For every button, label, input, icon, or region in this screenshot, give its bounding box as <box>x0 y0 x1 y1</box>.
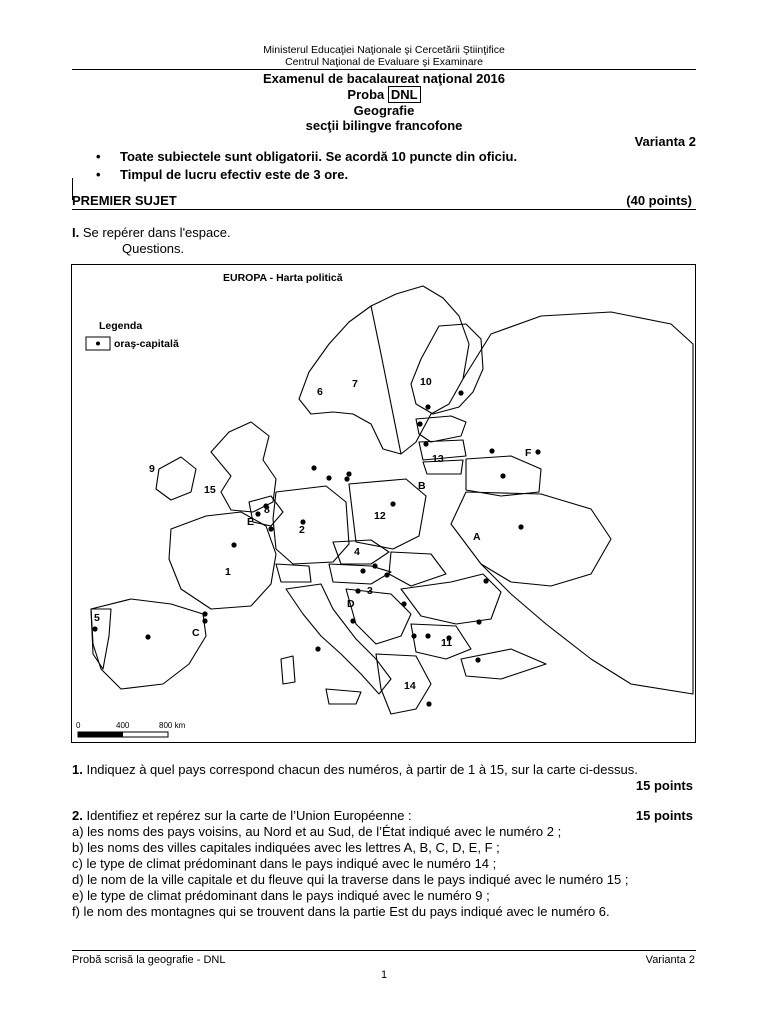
instruction-item: • Timpul de lucru efectiv este de 3 ore. <box>90 166 690 184</box>
premier-sujet-title: PREMIER SUJET <box>72 193 177 208</box>
map-letter-F: F <box>525 447 532 459</box>
capital-dot <box>390 501 395 506</box>
scale-label-800: 800 km <box>159 721 186 730</box>
q2-item: f) le nom des montagnes qui se trouvent dans la partie Est du pays indiqué avec le numéro 6. <box>72 904 610 919</box>
capital-dot <box>518 524 523 529</box>
capital-dot <box>483 578 488 583</box>
question-2 <box>72 808 412 824</box>
capital-dot <box>92 626 97 631</box>
capital-dot <box>425 633 430 638</box>
footer-rule <box>72 950 696 951</box>
capital-dot <box>231 542 236 547</box>
footer-right: Varianta 2 <box>645 954 695 966</box>
map-label-2: 2 <box>299 524 305 536</box>
instruction-list <box>90 148 690 184</box>
question-1 <box>72 762 697 778</box>
capital-dot <box>344 476 349 481</box>
map-label-11: 11 <box>441 637 453 649</box>
capital-dot <box>426 701 431 706</box>
q2-item: e) le type de climat prédominant dans le pays indiqué avec le numéro 9 ; <box>72 888 490 903</box>
legend-title: Legenda <box>99 320 143 332</box>
subject-title: Geografie <box>353 103 415 118</box>
map-label-4: 4 <box>354 546 360 558</box>
q1-points: 15 points <box>635 778 693 793</box>
map-label-8: 8 <box>264 504 270 516</box>
ministry-line: Ministerul Educaţiei Naţionale şi Cercetării Ştiinţifice <box>263 44 505 56</box>
centre-line: Centrul Naţional de Evaluare şi Examinare <box>285 56 483 68</box>
capital-dot <box>372 563 377 568</box>
capital-dot <box>423 441 428 446</box>
map-label-7: 7 <box>352 378 358 390</box>
capital-dot <box>315 646 320 651</box>
capital-dot <box>346 471 351 476</box>
part-one-number: I. <box>72 225 80 240</box>
map-label-15: 15 <box>204 484 216 496</box>
q2-points: 15 points <box>635 808 693 823</box>
capital-dot <box>311 465 316 470</box>
capital-dot <box>145 634 150 639</box>
legend-capital-label: oraş-capitală <box>114 338 179 350</box>
map-letter-E: E <box>247 516 255 528</box>
capital-dot <box>268 526 273 531</box>
capital-dot <box>384 572 389 577</box>
capital-dot <box>500 473 505 478</box>
q1-text: Indiquez à quel pays correspond chacun des numéros, à partir de 1 à 15, sur la carte ci-dessus. <box>82 762 638 777</box>
variant-label: Varianta 2 <box>634 134 696 149</box>
q2-item: b) les noms des villes capitales indiquées avec les lettres A, B, C, D, E, F ; <box>72 840 500 855</box>
proba-prefix: Proba <box>347 87 388 102</box>
instruction-item: • Toate subiectele sunt obligatorii. Se acordă 10 puncte din oficiu. <box>90 148 690 166</box>
capital-dot <box>202 618 207 623</box>
q2-items <box>72 824 702 920</box>
scale-label-0: 0 <box>76 721 81 730</box>
sujet-rule <box>72 209 696 210</box>
map-label-13: 13 <box>432 453 444 465</box>
q2-text: Identifiez et repérez sur la carte de l’Union Européenne : <box>82 808 412 823</box>
map-letter-C: C <box>192 627 200 639</box>
map-frame <box>72 265 696 743</box>
proba-box: DNL <box>388 86 421 103</box>
premier-sujet-points: (40 points) <box>626 193 692 208</box>
map-label-9: 9 <box>149 463 155 475</box>
header-rule <box>72 69 696 70</box>
capital-dot <box>476 619 481 624</box>
map-label-12: 12 <box>374 510 386 522</box>
page-number: 1 <box>380 969 388 981</box>
legend-capital-dot <box>96 342 100 346</box>
capital-dot <box>202 611 207 616</box>
capital-dot <box>475 657 480 662</box>
europe-map <box>71 264 696 743</box>
scale-bar-segment <box>78 732 123 737</box>
map-label-3: 3 <box>367 585 373 597</box>
proba-line <box>0 87 768 102</box>
scale-label-400: 400 <box>116 721 130 730</box>
q2-item: a) les noms des pays voisins, au Nord et au Sud, de l’État indiqué avec le numéro 2 ; <box>72 824 562 839</box>
capital-dot <box>360 568 365 573</box>
capital-dot <box>417 421 422 426</box>
capital-dot <box>326 475 331 480</box>
map-label-5: 5 <box>94 612 100 624</box>
part-one-heading <box>72 225 231 241</box>
exam-title: Examenul de bacalaureat naţional 2016 <box>262 71 506 86</box>
capital-dot <box>255 511 260 516</box>
capital-dot <box>411 633 416 638</box>
map-letter-A: A <box>473 531 481 543</box>
q1-number: 1. <box>72 762 83 777</box>
capital-dot <box>489 448 494 453</box>
capital-dot <box>355 588 360 593</box>
footer-left: Probă scrisă la geografie - DNL <box>72 954 226 966</box>
map-letter-D: D <box>347 598 355 610</box>
capital-dot <box>425 404 430 409</box>
map-letter-B: B <box>418 480 426 492</box>
capital-dot <box>458 390 463 395</box>
map-label-10: 10 <box>420 376 432 388</box>
map-label-6: 6 <box>317 386 323 398</box>
section-title: secţii bilingve francofone <box>305 118 463 133</box>
map-label-14: 14 <box>404 680 416 692</box>
capital-dot <box>350 618 355 623</box>
capital-dot <box>401 601 406 606</box>
map-label-1: 1 <box>225 566 231 578</box>
q2-number: 2. <box>72 808 83 823</box>
capital-dot <box>535 449 540 454</box>
part-one-questions: Questions. <box>122 241 185 256</box>
map-title: EUROPA - Harta politică <box>223 272 343 284</box>
q2-item: d) le nom de la ville capitale et du fleuve qui la traverse dans le pays indiqué avec le numéro 15 ; <box>72 872 629 887</box>
q2-item: c) le type de climat prédominant dans le pays indiqué avec le numéro 14 ; <box>72 856 497 871</box>
part-one-text: Se repérer dans l'espace. <box>79 225 231 240</box>
